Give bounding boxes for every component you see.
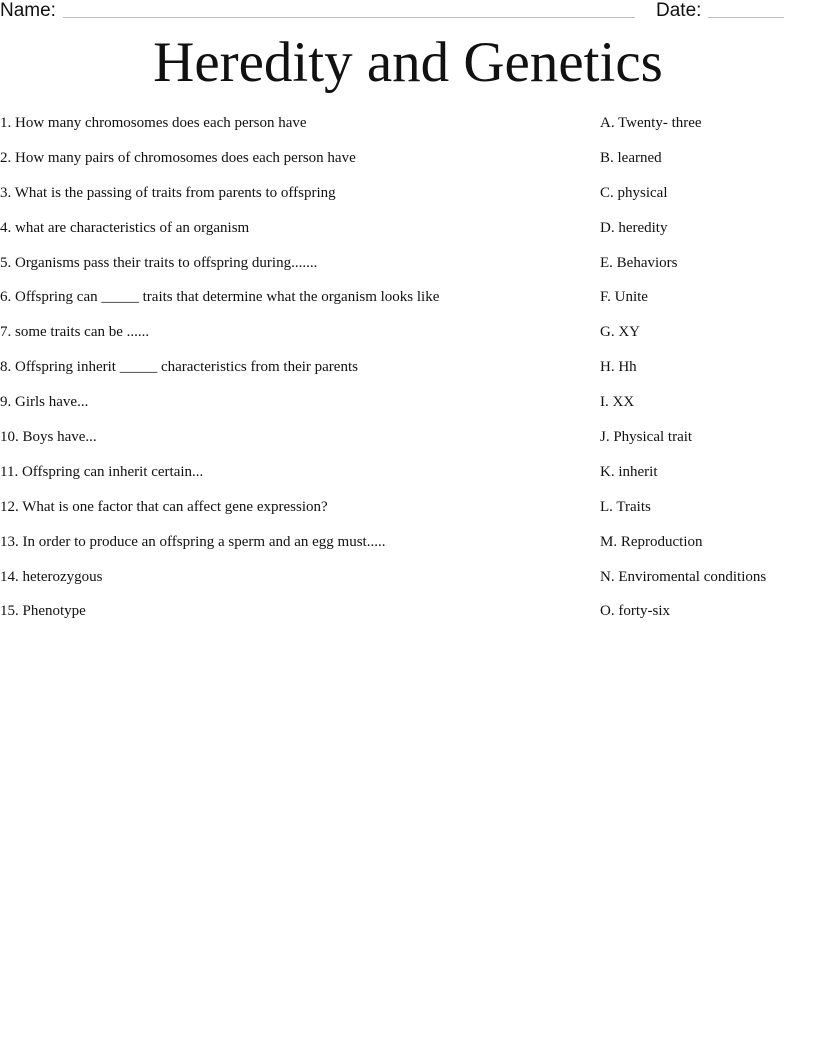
question-item: 3. What is the passing of traits from parents to offspring [0, 184, 336, 201]
question-item: 10. Boys have... [0, 429, 97, 446]
question-item: 12. What is one factor that can affect gene expression? [0, 498, 328, 515]
answer-list [600, 113, 816, 636]
header-row [0, 0, 816, 24]
question-item: 7. some traits can be ...... [0, 324, 150, 341]
name-label: Name: [0, 0, 56, 21]
answer-item: G. XY [600, 324, 640, 341]
question-item: 4. what are characteristics of an organism [0, 219, 250, 236]
question-item: 1. How many chromosomes does each person have [0, 115, 307, 131]
question-item: 6. Offspring can _____ traits that determine what the organism looks like [0, 289, 440, 306]
answer-item: E. Behaviors [600, 254, 678, 271]
question-item: 14. heterozygous [0, 568, 103, 585]
date-field[interactable] [708, 17, 784, 18]
answer-item: L. Traits [600, 498, 651, 515]
answer-item: C. physical [600, 184, 668, 201]
answer-item: O. forty-six [600, 603, 670, 620]
answer-item: M. Reproduction [600, 533, 703, 550]
question-item: 5. Organisms pass their traits to offspring during....... [0, 254, 318, 271]
question-list [0, 113, 590, 636]
answer-item: H. Hh [600, 359, 637, 376]
answer-item: B. learned [600, 149, 662, 166]
answer-item: N. Enviromental conditions [600, 568, 767, 585]
question-item: 9. Girls have... [0, 394, 89, 411]
date-label: Date: [656, 0, 702, 21]
answer-item: J. Physical trait [600, 429, 693, 446]
answer-item: I. XX [600, 394, 635, 411]
question-item: 11. Offspring can inherit certain... [0, 463, 204, 480]
answer-item: K. inherit [600, 463, 658, 480]
question-item: 15. Phenotype [0, 603, 86, 620]
name-field[interactable] [63, 17, 635, 18]
answer-item: A. Twenty- three [600, 115, 702, 131]
question-item: 8. Offspring inherit _____ characteristics from their parents [0, 359, 358, 376]
page-title: Heredity and Genetics [153, 31, 663, 94]
question-item: 2. How many pairs of chromosomes does each person have [0, 149, 356, 166]
answer-item: D. heredity [600, 219, 668, 236]
question-item: 13. In order to produce an offspring a sperm and an egg must..... [0, 533, 386, 550]
answer-item: F. Unite [600, 289, 648, 306]
